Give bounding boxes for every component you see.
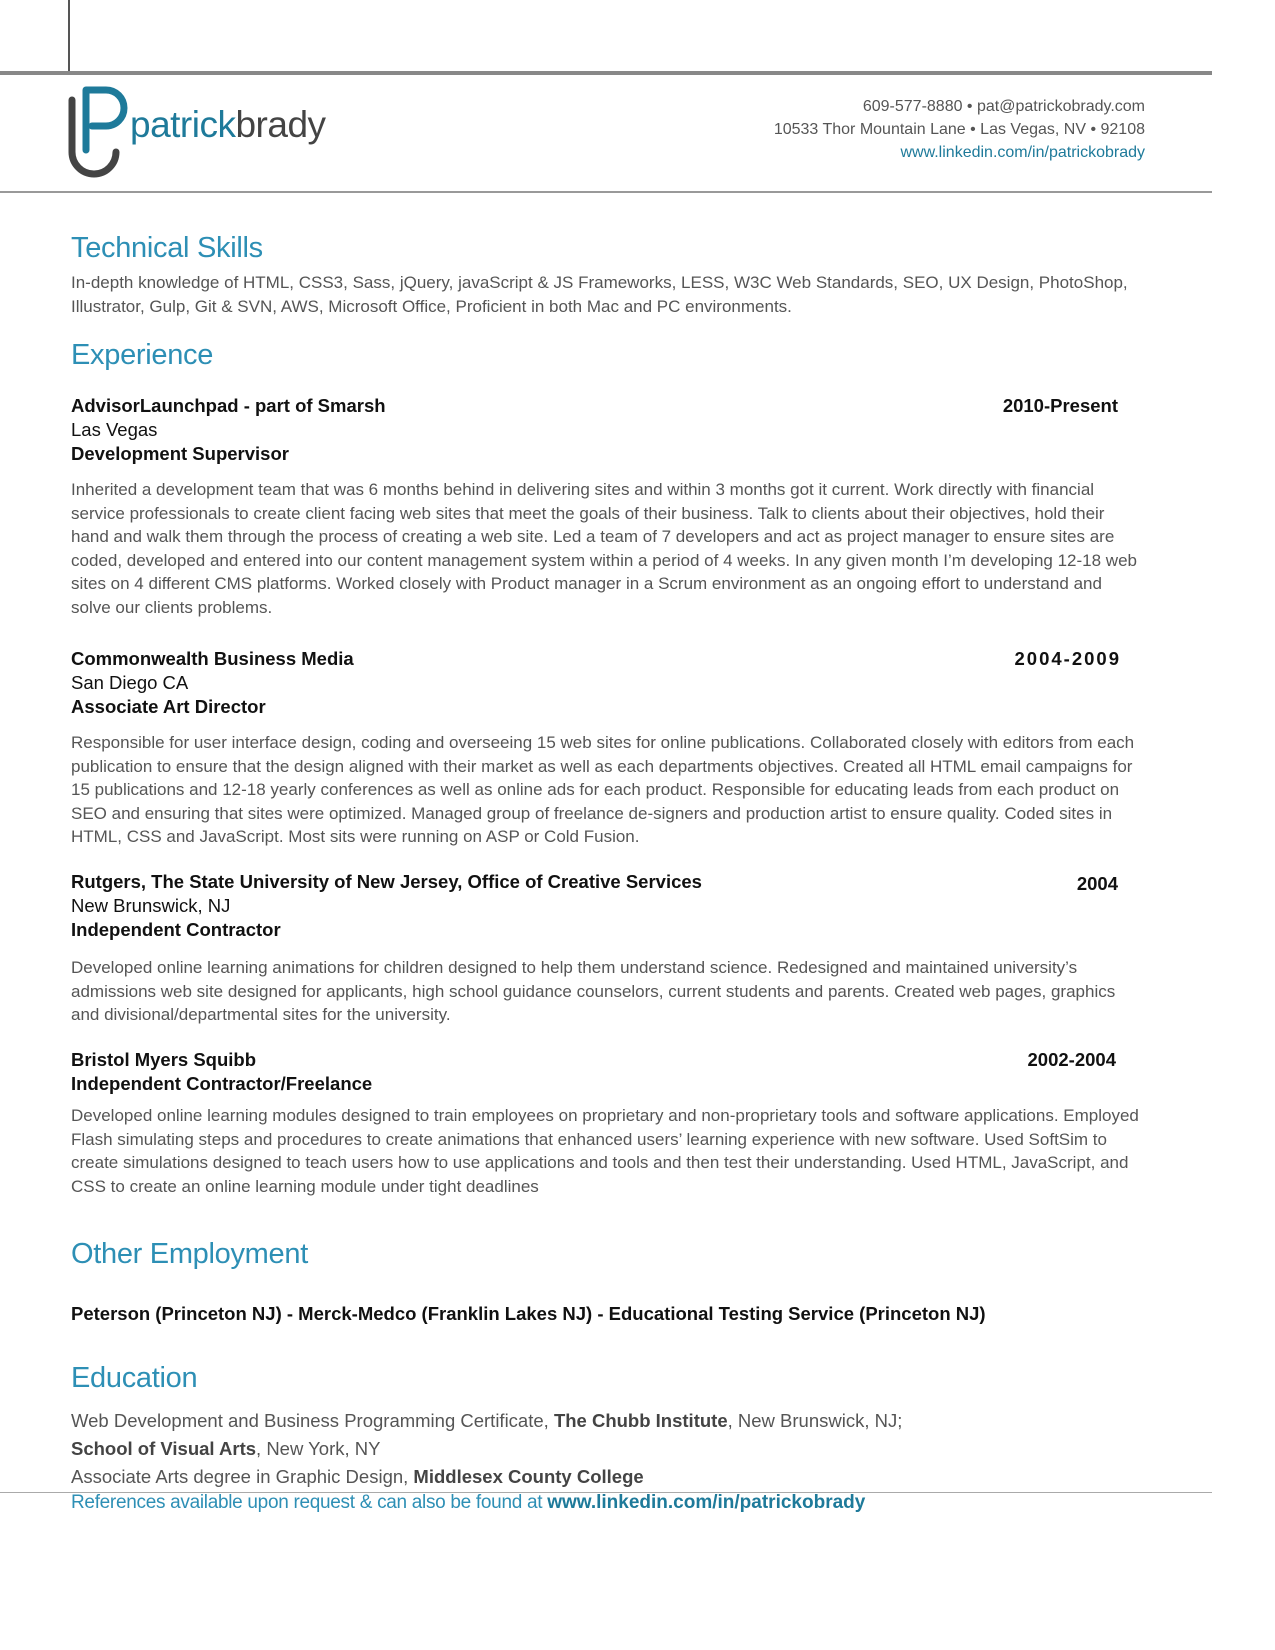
contact-phone-email: 609-577-8880 • pat@patrickobrady.com <box>862 98 1145 115</box>
job-header <box>71 647 1121 719</box>
header-top-rule <box>0 71 1212 75</box>
job-description: Developed online learning animations for children designed to help them understand science. Redesigned and maintained university’s admissions web site designed for applicants, high school guidance counselors, current students and parents. Created web pages, graphics and divisional/departmental sites for the university. <box>71 958 1116 1024</box>
education-text: , New York, NY <box>256 1438 381 1459</box>
job-description: Inherited a development team that was 6 months behind in delivering sites and within 3 months got it current. Work directly with financial service professionals to create client facing web sites that meet the goals of their business. Talk to clients about their objectives, hold their hand and walk them through the process of creating a web site. Led a team of 7 developers and act as project manager to ensure sites are coded, developed and entered into our content management system within a period of 4 weeks. In any given month I’m developing 12-18 web sites on 4 different CMS platforms. Worked closely with Product manager in a Scrum environment as an ongoing effort to understand and solve our clients problems. <box>71 480 1137 617</box>
logo-first-name: patrick <box>130 104 236 145</box>
skills-heading: Technical Skills <box>71 232 263 264</box>
job-title: Development Supervisor <box>71 443 289 464</box>
logo-wordmark <box>130 104 326 146</box>
other-employment-heading: Other Employment <box>71 1238 308 1270</box>
job-header <box>71 1048 1121 1096</box>
education-institution: Middlesex County College <box>413 1466 644 1487</box>
education-text: Web Development and Business Programming Certificate, <box>71 1410 554 1431</box>
other-employment-text: Peterson (Princeton NJ) - Merck-Medco (Franklin Lakes NJ) - Educational Testing Service (Princeton NJ) <box>71 1303 986 1324</box>
education-entry <box>71 1435 902 1463</box>
contact-address: 10533 Thor Mountain Lane • Las Vegas, NV • 92108 <box>773 121 1145 138</box>
logo-monogram-icon <box>66 84 136 184</box>
job-dates: 2004 <box>1076 873 1118 894</box>
education-entry <box>71 1463 902 1491</box>
education-heading: Education <box>71 1362 198 1394</box>
experience-heading: Experience <box>71 339 214 371</box>
contact-linkedin-link[interactable]: www.linkedin.com/in/patrickobrady <box>900 144 1145 161</box>
job-dates: 2002-2004 <box>1027 1049 1116 1070</box>
job-dates: 2004-2009 <box>1014 648 1121 669</box>
job-company: Commonwealth Business Media <box>71 648 354 669</box>
job-title: Independent Contractor <box>71 919 281 940</box>
references-line <box>71 1492 865 1514</box>
top-vertical-rule <box>68 0 70 72</box>
logo <box>66 84 366 184</box>
education-institution: The Chubb Institute <box>553 1410 728 1431</box>
education-institution: School of Visual Arts <box>71 1438 257 1459</box>
job-company: Bristol Myers Squibb <box>71 1049 257 1070</box>
header-bottom-rule <box>0 191 1212 193</box>
job-company: AdvisorLaunchpad - part of Smarsh <box>71 395 386 416</box>
education-text: Associate Arts degree in Graphic Design, <box>71 1466 414 1487</box>
job-company: Rutgers, The State University of New Jersey, Office of Creative Services <box>71 871 702 892</box>
job-description: Responsible for user interface design, coding and overseeing 15 web sites for online publications. Collaborated closely with editors from each publication to ensure that the design aligned with their market as well as each departments objectives. Created all HTML email campaigns for 15 publications and 12-18 yearly conferences as well as online ads for each product. Responsible for educating leads from each product on SEO and ensuring that sites were optimized. Managed group of freelance de-signers and production artist to ensure quality. Coded sites in HTML, CSS and JavaScript. Most sits were running on ASP or Cold Fusion. <box>71 733 1135 846</box>
job-location: San Diego CA <box>71 672 189 693</box>
job-location: Las Vegas <box>71 419 158 440</box>
job-dates: 2010-Present <box>1002 395 1118 416</box>
references-text: References available upon request & can also be found at <box>71 1492 548 1513</box>
job-header <box>71 394 1121 466</box>
job-description: Developed online learning modules designed to train employees on proprietary and non-proprietary tools and software applications. Employed Flash simulating steps and procedures to create animations that enhanced users’ learning experience with new software. Used SoftSim to create simulations designed to teach users how to use applications and tools and then test their understanding. Used HTML, JavaScript, and CSS to create an online learning module under tight deadlines <box>71 1106 1139 1196</box>
job-header <box>71 870 1121 942</box>
contact-block <box>774 95 1145 164</box>
references-linkedin-link[interactable]: www.linkedin.com/in/patrickobrady <box>547 1492 866 1513</box>
education-entry <box>71 1407 902 1435</box>
job-location: New Brunswick, NJ <box>71 895 231 916</box>
skills-text: In-depth knowledge of HTML, CSS3, Sass, jQuery, javaScript & JS Frameworks, LESS, W3C Web Standards, SEO, UX Design, PhotoShop, Illustrator, Gulp, Git & SVN, AWS, Microsoft Office, Proficient in both Mac and PC environments. <box>71 273 1128 316</box>
education-text: , New Brunswick, NJ; <box>727 1410 903 1431</box>
logo-last-name: brady <box>235 104 326 145</box>
job-title: Associate Art Director <box>71 696 266 717</box>
job-title: Independent Contractor/Freelance <box>71 1073 373 1094</box>
education-list <box>71 1407 902 1491</box>
